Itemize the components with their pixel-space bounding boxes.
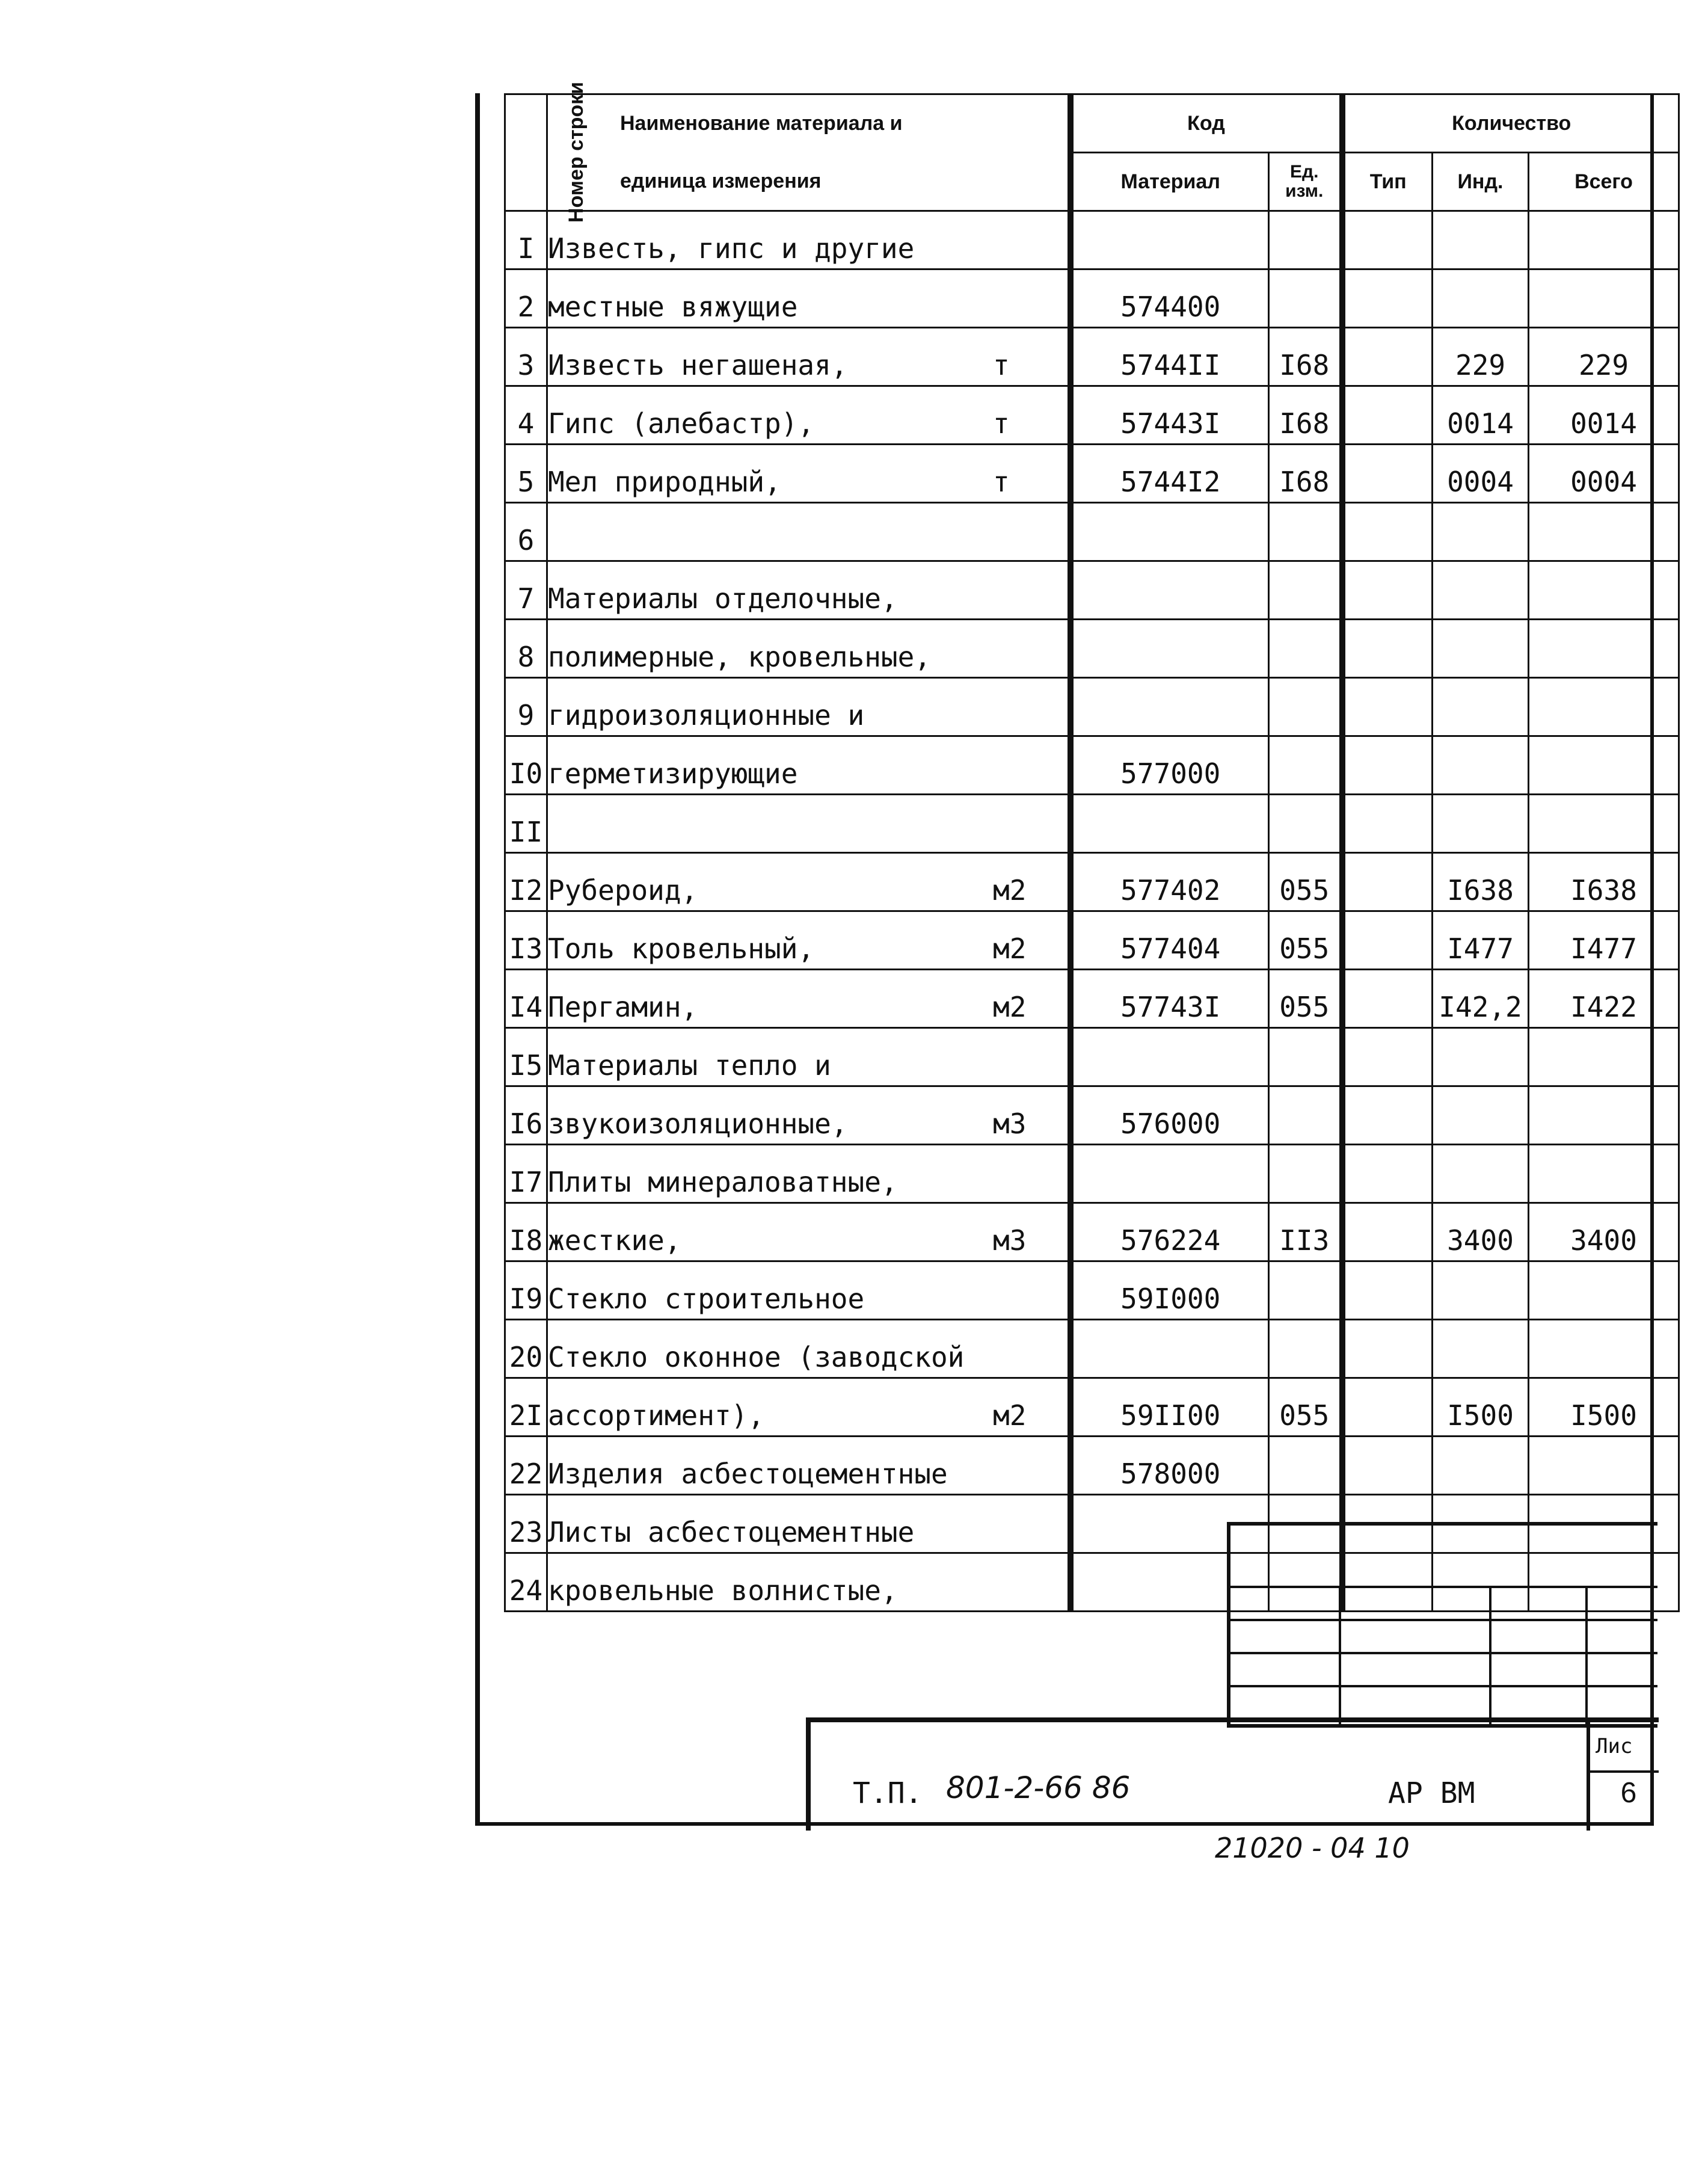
- measure-unit: м2: [993, 932, 1027, 965]
- material-name: [547, 736, 1071, 795]
- name-header: Наименование материала и: [547, 94, 1071, 153]
- row-number-header: Номер строки: [505, 94, 547, 211]
- row-number: 6: [505, 503, 547, 561]
- total-header: Всего: [1529, 153, 1679, 211]
- type-quantity: [1342, 561, 1433, 620]
- row-number: 9: [505, 678, 547, 736]
- individual-quantity: [1433, 1437, 1529, 1495]
- material-name-text: кровельные волнистые,: [548, 1574, 898, 1607]
- row-number: I0: [505, 736, 547, 795]
- unit-code: [1269, 795, 1342, 853]
- row-number: 5: [505, 445, 547, 503]
- type-quantity: [1342, 1145, 1433, 1203]
- table-row: [505, 561, 1679, 620]
- individual-quantity: I42,2: [1433, 970, 1529, 1028]
- measure-unit: м2: [993, 874, 1027, 907]
- unit-code: I68: [1269, 386, 1342, 445]
- total-quantity: [1529, 1437, 1679, 1495]
- material-code: [1071, 211, 1269, 269]
- type-quantity: [1342, 1437, 1433, 1495]
- measure-unit: м2: [993, 1399, 1027, 1432]
- unit-code: 055: [1269, 911, 1342, 970]
- row-number: I9: [505, 1261, 547, 1320]
- material-code: 574400: [1071, 269, 1269, 328]
- table-row: [505, 1145, 1679, 1203]
- table-row: [505, 269, 1679, 328]
- unit-code: [1269, 561, 1342, 620]
- unit-code: 055: [1269, 970, 1342, 1028]
- table-row: [505, 678, 1679, 736]
- material-name-text: Плиты минераловатные,: [548, 1166, 898, 1198]
- frame-left-border: [475, 93, 480, 1826]
- material-name: [547, 445, 1071, 503]
- total-quantity: [1529, 678, 1679, 736]
- row-number: I6: [505, 1086, 547, 1145]
- total-quantity: [1529, 795, 1679, 853]
- material-code: 57743I: [1071, 970, 1269, 1028]
- unit-code: [1269, 1261, 1342, 1320]
- individual-quantity: [1433, 678, 1529, 736]
- individual-quantity: [1433, 1086, 1529, 1145]
- total-quantity: [1529, 269, 1679, 328]
- measure-unit: т: [993, 407, 1010, 440]
- individual-quantity: 0014: [1433, 386, 1529, 445]
- type-quantity: [1342, 911, 1433, 970]
- unit-code: [1269, 211, 1342, 269]
- table-row: [505, 736, 1679, 795]
- total-quantity: [1529, 503, 1679, 561]
- table-row: [505, 445, 1679, 503]
- individual-quantity: [1433, 1145, 1529, 1203]
- type-quantity: [1342, 1028, 1433, 1086]
- material-name: [547, 1378, 1071, 1437]
- row-number: I2: [505, 853, 547, 911]
- type-quantity: [1342, 269, 1433, 328]
- material-name: [547, 795, 1071, 853]
- stamp-line: [1489, 1586, 1491, 1724]
- material-name: [547, 1145, 1071, 1203]
- type-quantity: [1342, 503, 1433, 561]
- material-name: [547, 561, 1071, 620]
- material-name: [547, 911, 1071, 970]
- materials-table: [504, 81, 1680, 1612]
- material-name-text: гидроизоляционные и: [548, 699, 865, 731]
- individual-quantity: [1433, 503, 1529, 561]
- unit-code: 055: [1269, 853, 1342, 911]
- type-quantity: [1342, 678, 1433, 736]
- material-code: 577402: [1071, 853, 1269, 911]
- unit-code: I68: [1269, 445, 1342, 503]
- unit-code: [1269, 1320, 1342, 1378]
- material-code: 578000: [1071, 1437, 1269, 1495]
- material-code: [1071, 620, 1269, 678]
- individual-quantity: [1433, 736, 1529, 795]
- row-number: I4: [505, 970, 547, 1028]
- material-name: [547, 503, 1071, 561]
- material-name: [547, 678, 1071, 736]
- table-row: [505, 911, 1679, 970]
- row-number: II: [505, 795, 547, 853]
- material-code: 59I000: [1071, 1261, 1269, 1320]
- material-name-text: Стекло строительное: [548, 1283, 865, 1315]
- material-name: [547, 1495, 1071, 1553]
- individual-quantity: 0004: [1433, 445, 1529, 503]
- material-name: [547, 1086, 1071, 1145]
- type-quantity: [1342, 970, 1433, 1028]
- approval-stamp-box: [1227, 1522, 1657, 1728]
- material-name-text: полимерные, кровельные,: [548, 641, 931, 673]
- project-code: 801-2-66 86: [946, 1770, 1131, 1805]
- material-name: [547, 386, 1071, 445]
- row-number: I7: [505, 1145, 547, 1203]
- table-header-row-2: [505, 153, 1679, 211]
- individual-quantity: [1433, 211, 1529, 269]
- row-number: I3: [505, 911, 547, 970]
- table-row: [505, 211, 1679, 269]
- measure-unit: м3: [993, 1224, 1027, 1257]
- table-row: [505, 328, 1679, 386]
- material-name-text: Рубероид,: [548, 874, 698, 907]
- total-quantity: [1529, 1028, 1679, 1086]
- stamp-line: [1585, 1586, 1588, 1724]
- material-code: [1071, 1028, 1269, 1086]
- row-number: 3: [505, 328, 547, 386]
- individual-quantity: [1433, 1320, 1529, 1378]
- table-row: [505, 1028, 1679, 1086]
- unit-code: I68: [1269, 328, 1342, 386]
- total-quantity: [1529, 561, 1679, 620]
- table-row: [505, 795, 1679, 853]
- table-row: [505, 1203, 1679, 1261]
- material-name-text: ассортимент),: [548, 1399, 765, 1432]
- individual-quantity: [1433, 561, 1529, 620]
- type-quantity: [1342, 445, 1433, 503]
- row-number: 20: [505, 1320, 547, 1378]
- individual-quantity: [1433, 795, 1529, 853]
- title-block-separator: [1587, 1722, 1590, 1831]
- material-name: [547, 853, 1071, 911]
- material-code: [1071, 503, 1269, 561]
- total-quantity: I638: [1529, 853, 1679, 911]
- individual-quantity: I477: [1433, 911, 1529, 970]
- material-name: [547, 970, 1071, 1028]
- row-number: 2I: [505, 1378, 547, 1437]
- stamp-line: [1230, 1652, 1657, 1654]
- quantity-header: Количество: [1342, 94, 1679, 153]
- row-number: 7: [505, 561, 547, 620]
- tp-label: Т.П.: [853, 1776, 923, 1810]
- material-code: [1071, 561, 1269, 620]
- table-row: [505, 1378, 1679, 1437]
- name-header-line2: единица измерения: [547, 153, 1071, 211]
- material-code: 5744II: [1071, 328, 1269, 386]
- material-name: [547, 1320, 1071, 1378]
- material-name-text: Материалы тепло и: [548, 1049, 831, 1082]
- row-number: I5: [505, 1028, 547, 1086]
- type-quantity: [1342, 1261, 1433, 1320]
- unit-code: [1269, 1437, 1342, 1495]
- stamp-line: [1230, 1685, 1657, 1687]
- material-name: [547, 1437, 1071, 1495]
- table-row: [505, 386, 1679, 445]
- type-quantity: [1342, 211, 1433, 269]
- row-number: 24: [505, 1553, 547, 1612]
- individual-quantity: I500: [1433, 1378, 1529, 1437]
- material-code: [1071, 1320, 1269, 1378]
- unit-code: [1269, 1086, 1342, 1145]
- material-code: [1071, 795, 1269, 853]
- type-quantity: [1342, 620, 1433, 678]
- unit-code: [1269, 620, 1342, 678]
- individual-quantity: I638: [1433, 853, 1529, 911]
- type-quantity: [1342, 1203, 1433, 1261]
- individual-quantity: 3400: [1433, 1203, 1529, 1261]
- table-header-row-1: [505, 94, 1679, 153]
- material-name: [547, 1203, 1071, 1261]
- material-name: [547, 1553, 1071, 1612]
- code-header: Код: [1071, 94, 1342, 153]
- material-name-text: Известь негашеная,: [548, 349, 848, 381]
- material-name-text: местные вяжущие: [548, 291, 798, 323]
- material-name: [547, 1028, 1071, 1086]
- material-name-text: Листы асбестоцементные: [548, 1516, 915, 1548]
- material-name-text: Известь, гипс и другие: [548, 232, 915, 265]
- material-name-text: Изделия асбестоцементные: [548, 1458, 948, 1490]
- sheet-label: Лис: [1596, 1734, 1633, 1758]
- measure-unit: м3: [993, 1107, 1027, 1140]
- sheet-number: 6: [1620, 1777, 1637, 1809]
- material-code: 57443I: [1071, 386, 1269, 445]
- material-name: [547, 620, 1071, 678]
- material-code: [1071, 678, 1269, 736]
- material-name: [547, 328, 1071, 386]
- type-quantity: [1342, 1320, 1433, 1378]
- table-row: [505, 503, 1679, 561]
- row-number: 4: [505, 386, 547, 445]
- individual-quantity: [1433, 1261, 1529, 1320]
- material-code: 576224: [1071, 1203, 1269, 1261]
- unit-code: [1269, 1028, 1342, 1086]
- type-quantity: [1342, 853, 1433, 911]
- type-header: Тип: [1342, 153, 1433, 211]
- material-name: [547, 1261, 1071, 1320]
- type-quantity: [1342, 795, 1433, 853]
- type-quantity: [1342, 1086, 1433, 1145]
- total-quantity: [1529, 1086, 1679, 1145]
- individual-quantity: [1433, 620, 1529, 678]
- unit-code: [1269, 1145, 1342, 1203]
- material-name-text: Материалы отделочные,: [548, 582, 898, 615]
- measure-unit: т: [993, 466, 1010, 498]
- type-quantity: [1342, 1378, 1433, 1437]
- total-quantity: 0004: [1529, 445, 1679, 503]
- material-name-text: Толь кровельный,: [548, 932, 815, 965]
- material-code: 577000: [1071, 736, 1269, 795]
- material-name-text: Гипс (алебастр),: [548, 407, 815, 440]
- row-number: 22: [505, 1437, 547, 1495]
- type-quantity: [1342, 328, 1433, 386]
- stamp-line: [1339, 1586, 1341, 1724]
- title-block: [806, 1717, 1659, 1831]
- unit-code: [1269, 736, 1342, 795]
- individual-quantity: 229: [1433, 328, 1529, 386]
- table-row: [505, 853, 1679, 911]
- row-number: 23: [505, 1495, 547, 1553]
- total-quantity: I500: [1529, 1378, 1679, 1437]
- measure-unit: т: [993, 349, 1010, 381]
- total-quantity: 229: [1529, 328, 1679, 386]
- total-quantity: [1529, 211, 1679, 269]
- stamp-line: [1230, 1619, 1657, 1621]
- table-row: [505, 970, 1679, 1028]
- total-quantity: 3400: [1529, 1203, 1679, 1261]
- unit-code: 055: [1269, 1378, 1342, 1437]
- material-name: [547, 211, 1071, 269]
- total-quantity: [1529, 1261, 1679, 1320]
- material-name-text: звукоизоляционные,: [548, 1107, 848, 1140]
- document-number: 21020 - 04 10: [1215, 1832, 1410, 1864]
- unit-code: [1269, 678, 1342, 736]
- total-quantity: [1529, 736, 1679, 795]
- section-code: АР ВМ: [1388, 1776, 1475, 1810]
- table-row: [505, 620, 1679, 678]
- row-number: I: [505, 211, 547, 269]
- unit-code: [1269, 503, 1342, 561]
- unit-code: [1269, 269, 1342, 328]
- total-quantity: [1529, 1145, 1679, 1203]
- measure-unit: м2: [993, 991, 1027, 1023]
- individual-quantity: [1433, 269, 1529, 328]
- individual-header: Инд.: [1433, 153, 1529, 211]
- table-row: [505, 1261, 1679, 1320]
- material-name-text: жесткие,: [548, 1224, 681, 1257]
- material-code: 577404: [1071, 911, 1269, 970]
- total-quantity: 0014: [1529, 386, 1679, 445]
- material-name-text: Мел природный,: [548, 466, 781, 498]
- material-code: 576000: [1071, 1086, 1269, 1145]
- total-quantity: I422: [1529, 970, 1679, 1028]
- table-row: [505, 1086, 1679, 1145]
- material-name-text: Стекло оконное (заводской: [548, 1341, 965, 1373]
- total-quantity: I477: [1529, 911, 1679, 970]
- unit-code-header: Ед. изм.: [1269, 153, 1342, 211]
- material-name-text: Пергамин,: [548, 991, 698, 1023]
- unit-code: II3: [1269, 1203, 1342, 1261]
- type-quantity: [1342, 736, 1433, 795]
- material-name: [547, 269, 1071, 328]
- material-code: [1071, 1145, 1269, 1203]
- material-name-text: герметизирующие: [548, 757, 798, 790]
- material-code: 5744I2: [1071, 445, 1269, 503]
- individual-quantity: [1433, 1028, 1529, 1086]
- table-row: [505, 1437, 1679, 1495]
- total-quantity: [1529, 1320, 1679, 1378]
- type-quantity: [1342, 386, 1433, 445]
- row-number: 2: [505, 269, 547, 328]
- stamp-line: [1230, 1586, 1657, 1588]
- title-block-separator: [1587, 1770, 1659, 1773]
- row-number: I8: [505, 1203, 547, 1261]
- material-code: 59II00: [1071, 1378, 1269, 1437]
- row-number: 8: [505, 620, 547, 678]
- material-code-header: Материал: [1071, 153, 1269, 211]
- total-quantity: [1529, 620, 1679, 678]
- table-row: [505, 1320, 1679, 1378]
